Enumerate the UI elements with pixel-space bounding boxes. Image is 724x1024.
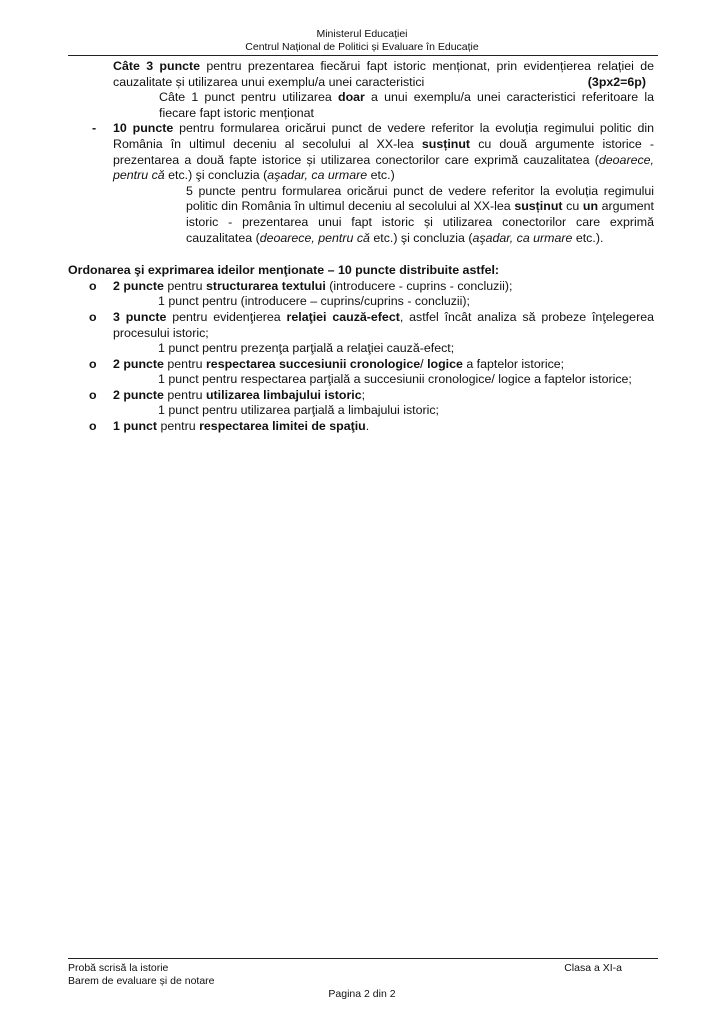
footer-divider (68, 958, 658, 959)
sub-item: 1 punct pentru utilizarea parţială a limbajului istoric; (158, 403, 439, 418)
list-item: o 1 punct pentru respectarea limitei de spaţiu. (89, 419, 370, 434)
section-title: Ordonarea şi exprimarea ideilor menţionate – 10 puncte distribuite astfel: (68, 263, 500, 278)
sub-item: 1 punct pentru (introducere – cuprins/cuprins - concluzii); (158, 294, 470, 309)
score-tag: (3px2=6p) (587, 74, 646, 89)
intro-paragraph: Câte 3 puncte pentru prezentarea fiecărui fapt istoric menționat, prin evidențierea relației de cauzalitate și utilizarea unui exemplu/a unei caracteristici (3px2=6p) (113, 59, 654, 89)
footer-exam-title: Probă scrisă la istorie (68, 962, 169, 974)
footer-document-type: Barem de evaluare și de notare (68, 975, 215, 987)
bullet-marker: o (89, 356, 97, 371)
page-header (0, 28, 724, 54)
bullet-marker: o (89, 419, 97, 434)
bullet-marker: o (89, 309, 97, 324)
list-item-10-points: - 10 puncte pentru formularea oricărui punct de vedere referitor la evoluția regimului politic din România în ultimul deceniu al secolului al XX-lea susținut cu două argumente istorice - prezentarea a două fapte istorice și utilizarea conectorilor care exprimă cauzalitatea (deoarece, pentru că etc.) şi concluzia (aşadar, ca urmare etc.) (92, 121, 654, 183)
list-item: o 2 puncte pentru respectarea succesiunii cronologice/ logice a faptelor istorice; (89, 356, 565, 371)
bullet-marker: o (89, 278, 97, 293)
list-item: o 2 puncte pentru structurarea textului (introducere - cuprins - concluzii); (89, 278, 513, 293)
partial-credit-paragraph: Câte 1 punct pentru utilizarea doar a unui exemplu/a unei caracteristici referitoare la fiecare fapt istoric menționat (159, 90, 654, 120)
item-5-points: 5 puncte pentru formularea oricărui punct de vedere referitor la evoluția regimului politic din România în ultimul deceniu al secolului al XX-lea susținut cu un argument istoric - prezentarea unui fapt istoric și utilizarea conectorilor care exprimă cauzalitatea (deoarece, pentru că etc.) şi concluzia (aşadar, ca urmare etc.). (186, 183, 654, 245)
document-body (68, 59, 654, 435)
sub-item: 1 punct pentru prezenţa parţială a relaţiei cauză-efect; (158, 341, 455, 356)
bullet-marker: o (89, 387, 97, 402)
header-ministry: Ministerul Educației (316, 28, 408, 40)
header-divider (68, 55, 658, 56)
footer-grade: Clasa a XI-a (564, 962, 622, 974)
dash-marker: - (92, 121, 97, 136)
page-footer (68, 962, 658, 988)
sub-item: 1 punct pentru respectarea parţială a succesiunii cronologice/ logice a faptelor istorice; (158, 372, 632, 387)
list-item: o 2 puncte pentru utilizarea limbajului istoric; (89, 387, 366, 402)
list-item: o 3 puncte pentru evidenţierea relaţiei cauză-efect, astfel încât analiza să probeze înţelegerea procesului istoric; (89, 309, 654, 340)
header-center: Centrul Național de Politici și Evaluare în Educație (245, 41, 479, 53)
page-number: Pagina 2 din 2 (328, 988, 396, 1000)
